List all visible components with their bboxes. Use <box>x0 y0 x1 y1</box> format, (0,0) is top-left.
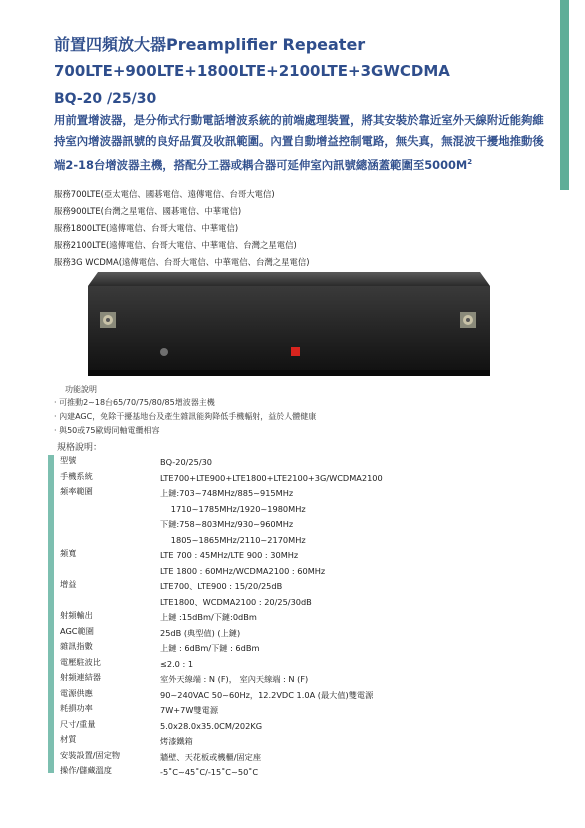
service-list <box>54 186 310 271</box>
spec-value: BQ-20/25/30 <box>160 457 213 467</box>
spec-key: 材質 <box>60 734 77 744</box>
service-item: 服務900LTE(台灣之星電信、國碁電信、中華電信) <box>54 206 242 216</box>
n-connector-icon <box>100 312 116 328</box>
spec-value: LTE 700 : 45MHz/LTE 900 : 30MHz <box>160 550 299 560</box>
spec-heading: 規格說明： <box>57 443 103 453</box>
spec-value: 牆壁、天花板或機櫃/固定座 <box>160 751 262 762</box>
intro-superscript: 2 <box>467 158 473 166</box>
service-item: 服務1800LTE(遠傳電信、台哥大電信、中華電信) <box>54 223 239 233</box>
spec-key: AGC範圍 <box>60 625 94 636</box>
features-section <box>54 383 316 438</box>
feature-item: · 與50或75歐姆同軸電纜相容 <box>54 426 160 435</box>
spec-value: 室外天線端 : N (F)， 室內天線端 : N (F) <box>160 674 309 684</box>
spec-key: 電源供應 <box>60 687 93 698</box>
product-model: BQ-20 /25/30 <box>54 91 157 107</box>
accent-bar-left <box>48 455 54 773</box>
power-switch-icon <box>291 347 300 356</box>
spec-key: 射頻輸出 <box>60 610 93 620</box>
spec-value: 1710~1785MHz/1920~1980MHz <box>160 503 306 514</box>
spec-value: 7W+7W雙電源 <box>160 705 219 715</box>
spec-key: 操作/儲藏溫度 <box>60 765 112 775</box>
spec-key: 尺寸/重量 <box>60 718 96 729</box>
power-jack-icon <box>160 348 168 356</box>
spec-key: 雜訊指數 <box>60 641 93 651</box>
spec-key: 頻率範圍 <box>60 486 93 496</box>
spec-value: 1805~1865MHz/2110~2170MHz <box>160 534 306 545</box>
intro-text: 用前置增波器，是分佈式行動電話增波系統的前端處理裝置，將其安裝於靠近室外天線附近能夠維持室內增波器訊號的良好品質及收訊範圍。內置自動增益控制電路，無失真，無混波干擾地推動後端2-18台增波器主機，搭配分工器或耦合器可延伸室內訊號總涵蓋範圍至5000M <box>54 113 544 172</box>
service-item: 服務700LTE(亞太電信、國碁電信、遠傳電信、台哥大電信) <box>54 189 275 199</box>
feature-item: · 可推動2~18台65/70/75/80/85增波器主機 <box>54 398 215 407</box>
spec-value: ≤2.0 : 1 <box>160 658 194 669</box>
spec-value: LTE1800、WCDMA2100 : 20/25/30dB <box>160 596 312 607</box>
spec-value: -5˚C~45˚C/-15˚C~50˚C <box>160 767 259 777</box>
spec-value: 上鏈 :15dBm/下鏈:0dBm <box>160 612 257 622</box>
product-bands: 700LTE+900LTE+1800LTE+2100LTE+3GWCDMA <box>54 62 450 80</box>
spec-value: 25dB (典型值) (上鏈) <box>160 627 241 638</box>
feature-item: · 內建AGC，免除干擾基地台及產生雜訊能夠降低手機輻射，益於人體健康 <box>54 412 317 421</box>
features-heading: 功能說明 <box>65 385 97 394</box>
service-item: 服務3G WCDMA(遠傳電信、台哥大電信、中華電信、台灣之星電信) <box>54 257 310 267</box>
spec-key: 電壓駐波比 <box>60 656 101 667</box>
spec-value: LTE700、LTE900 : 15/20/25dB <box>160 581 283 591</box>
spec-value: LTE 1800 : 60MHz/WCDMA2100 : 60MHz <box>160 565 326 576</box>
spec-value: 90~240VAC 50~60Hz，12.2VDC 1.0A (最大值)雙電源 <box>160 689 374 700</box>
spec-key: 安裝設置/固定物 <box>60 749 121 760</box>
spec-value: 下鏈:758~803MHz/930~960MHz <box>160 519 294 529</box>
spec-value: 上鏈 : 6dBm/下鏈 : 6dBm <box>160 643 260 653</box>
spec-value: LTE700+LTE900+LTE1800+LTE2100+3G/WCDMA2100 <box>160 473 383 483</box>
spec-key: 型號 <box>60 455 77 465</box>
intro-paragraph <box>54 110 554 176</box>
spec-key: 耗損功率 <box>60 703 93 713</box>
accent-bar-right <box>560 0 569 190</box>
spec-value: 烤漆鐵箱 <box>160 736 193 746</box>
n-connector-icon <box>460 312 476 328</box>
product-title: 前置四頻放大器Preamplifier Repeater <box>54 35 366 54</box>
spec-key: 射頻連結器 <box>60 672 101 682</box>
repeater-device-image <box>84 270 494 378</box>
spec-key: 頻寬 <box>60 548 77 558</box>
spec-key: 增益 <box>60 579 77 589</box>
spec-key: 手機系統 <box>60 471 93 481</box>
spec-value: 上鏈:703~748MHz/885~915MHz <box>160 488 294 498</box>
service-item: 服務2100LTE(遠傳電信、台哥大電信、中華電信、台灣之星電信) <box>54 240 297 250</box>
spec-value: 5.0x28.0x35.0CM/202KG <box>160 720 263 731</box>
